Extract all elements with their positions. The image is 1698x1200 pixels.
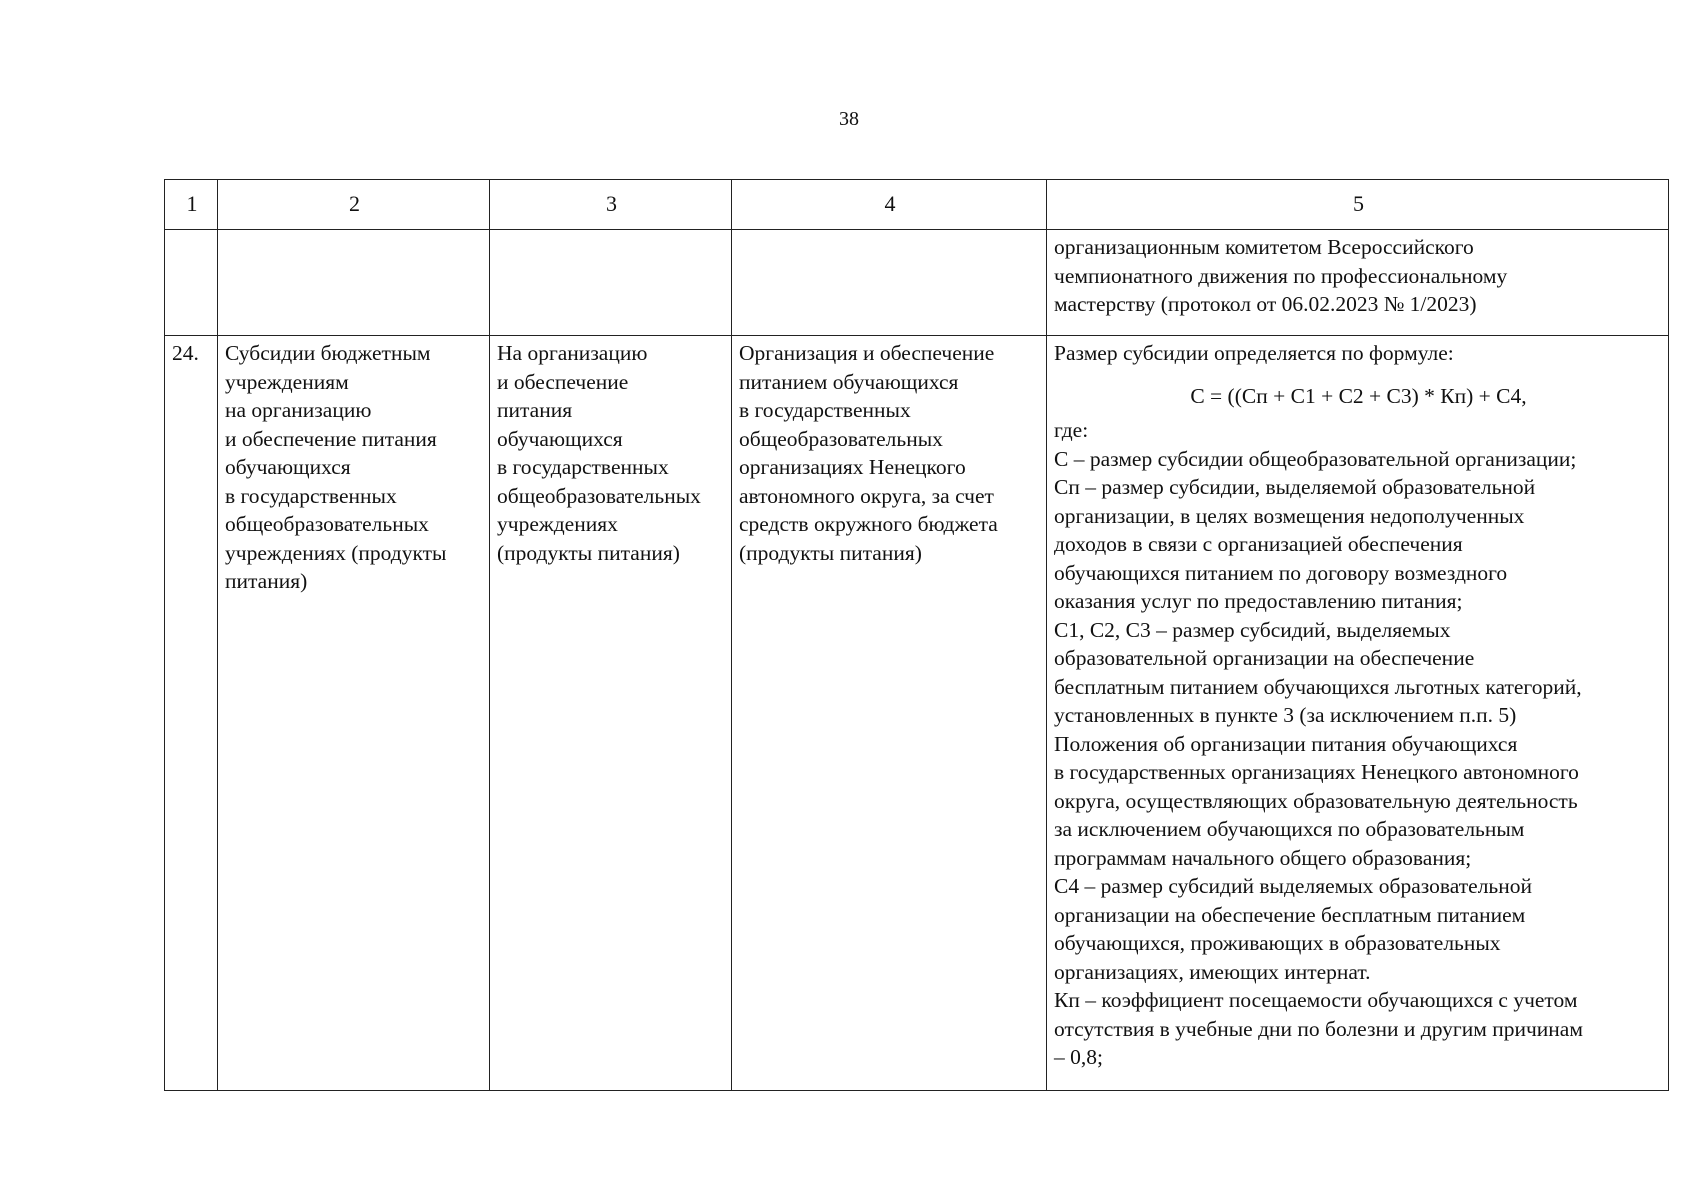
text-line: обучающихся: [225, 455, 351, 479]
text-line: общеобразовательных: [225, 512, 429, 536]
text-line: С1, С2, С3 – размер субсидий, выделяемых: [1054, 617, 1451, 642]
text-line: организациях, имеющих интернат.: [1054, 959, 1371, 984]
text-line: Организация и обеспечение: [739, 341, 995, 365]
text-line: организации, в целях возмещения недополученных: [1054, 503, 1525, 528]
header-col-3: 3: [490, 180, 732, 230]
row-number: 24.: [165, 336, 218, 1091]
cont-cell-3: [490, 230, 732, 336]
text-line: – 0,8;: [1054, 1045, 1103, 1069]
text-line: Кп – коэффициент посещаемости обучающихся с учетом: [1054, 988, 1578, 1012]
text-line: мастерству (протокол от 06.02.2023 № 1/2023): [1054, 292, 1477, 316]
text-line: (продукты питания): [497, 540, 680, 565]
text-line: в государственных: [739, 398, 911, 422]
text-line: учреждениям: [225, 369, 349, 394]
cont-cell-5: [1047, 230, 1669, 336]
subsidy-name-cell: [218, 336, 490, 1091]
text-line: доходов в связи с организацией обеспечения: [1054, 532, 1463, 556]
table-row-24: [165, 336, 1669, 1091]
text-line: общеобразовательных: [497, 483, 701, 508]
subsidy-formula-cell: [1047, 336, 1669, 1091]
text-line: чемпионатного движения по профессиональному: [1054, 263, 1508, 288]
text-line: установленных в пункте 3 (за исключением п.п. 5): [1054, 703, 1517, 727]
text-line: общеобразовательных: [739, 426, 943, 451]
text-line: за исключением обучающихся по образовательным: [1054, 817, 1525, 841]
text-line: оказания услуг по предоставлению питания;: [1054, 589, 1463, 613]
text-line: учреждениях (продукты: [225, 540, 447, 565]
text-line: организационным комитетом Всероссийского: [1054, 235, 1474, 259]
page-number: 38: [839, 108, 859, 130]
text-line: обучающихся питанием по договору возмездного: [1054, 560, 1508, 585]
header-col-4: 4: [732, 180, 1047, 230]
text-line: обучающихся, проживающих в образовательных: [1054, 931, 1501, 955]
text-line: питания: [497, 398, 573, 422]
text-line: (продукты питания): [739, 540, 922, 565]
text-line: отсутствия в учебные дни по болезни и другим причинам: [1054, 1016, 1583, 1041]
text-line: и обеспечение питания: [225, 426, 437, 451]
header-col-2: 2: [218, 180, 490, 230]
text-line: Положения об организации питания обучающихся: [1054, 731, 1518, 756]
text-line: Сп – размер субсидии, выделяемой образовательной: [1054, 475, 1536, 499]
text-line: организации на обеспечение бесплатным питанием: [1054, 902, 1526, 927]
text-line: образовательной организации на обеспечение: [1054, 646, 1475, 670]
text-line: обучающихся: [497, 426, 623, 451]
text-line: в государственных: [497, 455, 669, 479]
header-col-5: 5: [1047, 180, 1669, 230]
text-line: С – размер субсидии общеобразовательной организации;: [1054, 446, 1577, 471]
formula-intro: Размер субсидии определяется по формуле:: [1054, 341, 1454, 365]
text-line: где:: [1054, 418, 1089, 442]
text-line: средств окружного бюджета: [739, 512, 998, 536]
header-col-1: 1: [165, 180, 218, 230]
text-line: Субсидии бюджетным: [225, 341, 431, 365]
subsidy-table: [164, 179, 1669, 1091]
text-line: питания): [225, 569, 308, 593]
subsidy-purpose-cell: [490, 336, 732, 1091]
text-line: в государственных организациях Ненецкого автономного: [1054, 760, 1579, 784]
text-line: учреждениях: [497, 512, 618, 536]
text-line: программам начального общего образования;: [1054, 845, 1472, 870]
cont-cell-4: [732, 230, 1047, 336]
continuation-row: [165, 230, 1669, 336]
text-line: С4 – размер субсидий выделяемых образовательной: [1054, 874, 1532, 898]
text-line: На организацию: [497, 341, 648, 365]
text-line: округа, осуществляющих образовательную деятельность: [1054, 788, 1578, 813]
text-line: питанием обучающихся: [739, 369, 959, 394]
text-line: организациях Ненецкого: [739, 455, 966, 479]
cont-cell-1: [165, 230, 218, 336]
subsidy-activity-cell: [732, 336, 1047, 1091]
text-line: бесплатным питанием обучающихся льготных категорий,: [1054, 674, 1582, 699]
text-line: на организацию: [225, 398, 372, 422]
text-line: и обеспечение: [497, 369, 629, 394]
cont-cell-2: [218, 230, 490, 336]
text-line: в государственных: [225, 483, 397, 508]
table-header-row: [165, 180, 1669, 230]
subsidy-formula: C = ((Cп + C1 + C2 + C3) * Кп) + C4,: [1190, 383, 1527, 408]
text-line: автономного округа, за счет: [739, 483, 994, 508]
